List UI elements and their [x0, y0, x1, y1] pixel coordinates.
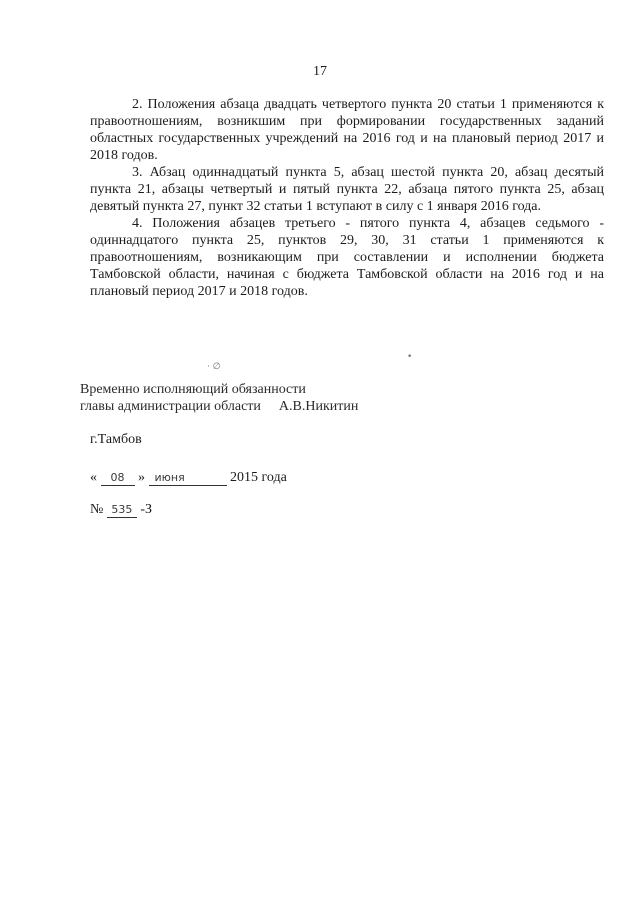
- document-date: [90, 470, 287, 486]
- signature-block: [80, 381, 358, 415]
- signatory-name: А.В.Никитин: [278, 399, 359, 414]
- signatory-title-line1: Временно исполняющий обязанности: [80, 382, 306, 397]
- scan-mark: · ∅: [207, 362, 221, 372]
- document-number: [90, 502, 152, 518]
- number-value: 535: [107, 503, 137, 518]
- document-body: [90, 96, 604, 300]
- date-close-quote: »: [138, 470, 145, 485]
- number-suffix: -З: [140, 502, 153, 517]
- date-month: июня: [149, 471, 227, 486]
- paragraph-3: 3. Абзац одиннадцатый пункта 5, абзац шестой пункта 20, абзац десятый пункта 21, абзацы четвертый и пятый пункта 22, абзаца пятого пункта 25, абзац девятый пункта 27, пункт 32 статьи 1 вступают в силу с 1 января 2016 года.: [90, 165, 604, 214]
- number-sign: №: [90, 502, 104, 517]
- signatory-title-line2: [80, 398, 358, 415]
- date-open-quote: «: [90, 470, 97, 485]
- scan-dot: •: [407, 352, 413, 362]
- city: г.Тамбов: [90, 432, 142, 447]
- signatory-title: главы администрации области: [80, 399, 261, 414]
- paragraph-2: 2. Положения абзаца двадцать четвертого пункта 20 статьи 1 применяются к правоотношениям, возникшим при формировании государственных заданий областных государственных учреждений на 2016 год и на плановый период 2017 и 2018 годов.: [90, 97, 604, 163]
- page-number: 17: [313, 64, 327, 79]
- paragraph-4: 4. Положения абзацев третьего - пятого пункта 4, абзацев седьмого - одиннадцатого пункта 25, пунктов 29, 30, 31 статьи 1 применяются к правоотношениям, возникающим при составлении и исполнении бюджета Тамбовской области, начиная с бюджета Тамбовской области на 2016 год и на плановый период 2017 и 2018 годов.: [90, 216, 604, 299]
- date-year: 2015 года: [230, 470, 287, 485]
- date-day: 08: [101, 471, 135, 486]
